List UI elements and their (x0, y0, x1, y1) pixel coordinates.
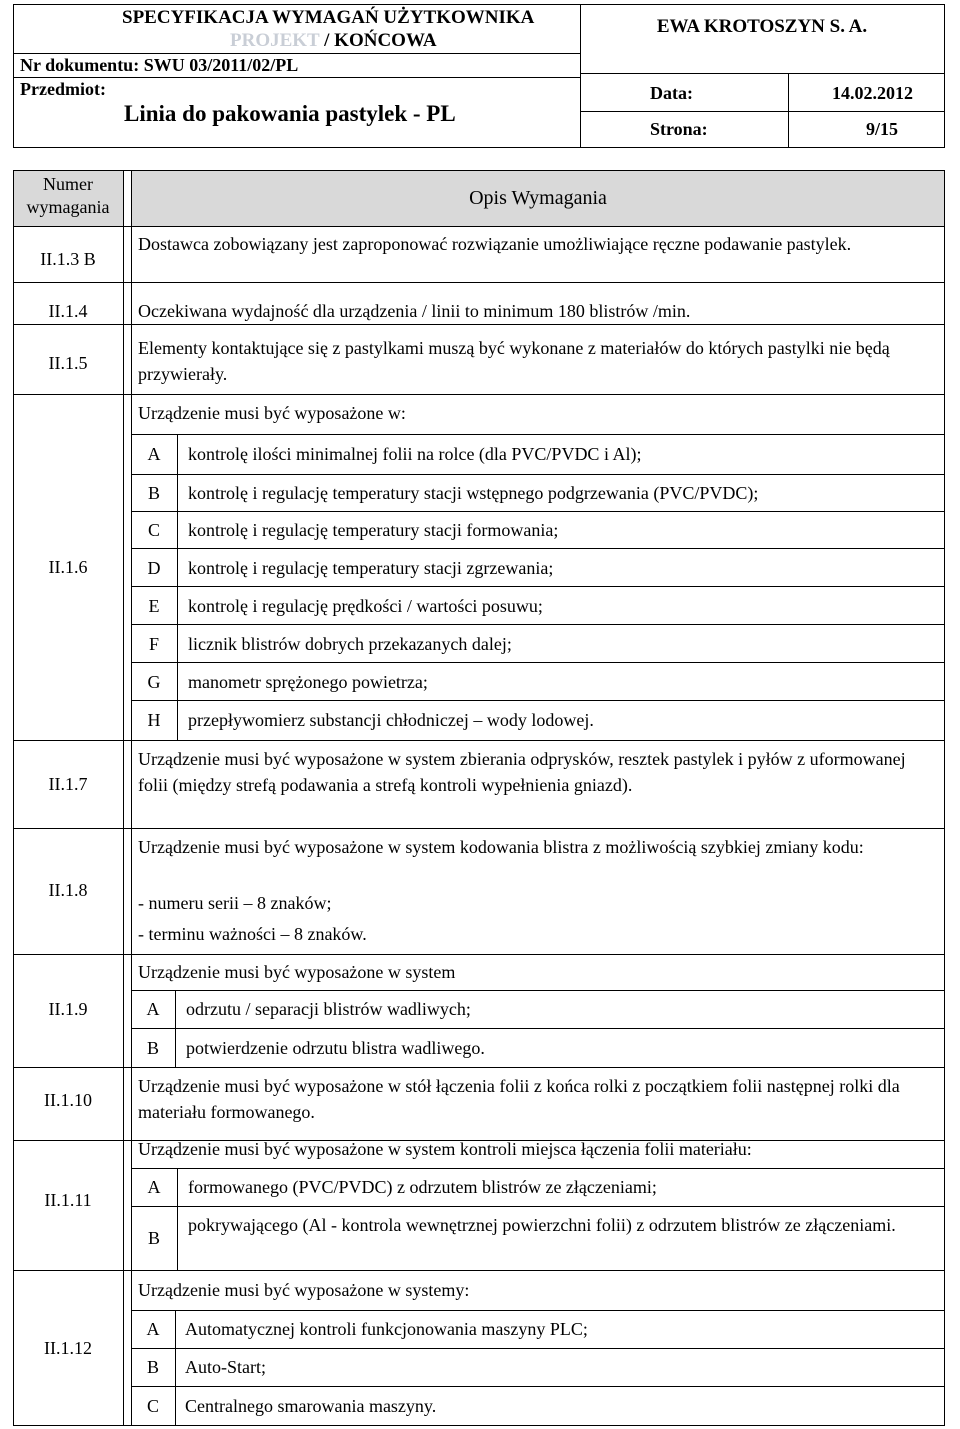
sub-divider (131, 434, 945, 435)
sub-divider (131, 990, 945, 991)
item-letter: A (146, 1319, 160, 1339)
requirements-table (13, 170, 945, 1426)
requirement-number: II.1.8 (48, 880, 88, 900)
divider (580, 111, 944, 112)
item-letter: A (146, 999, 160, 1019)
sub-divider (177, 1168, 178, 1270)
item-letter: A (147, 1177, 161, 1197)
requirement-number: II.1.10 (44, 1090, 92, 1110)
divider (580, 73, 944, 74)
item-text: kontrolę i regulację temperatury stacji wstępnego podgrzewania (PVC/PVDC); (188, 483, 759, 503)
item-text: przepływomierz substancji chłodniczej – wody lodowej. (188, 710, 594, 730)
requirement-intro: Urządzenie musi być wyposażone w: (138, 403, 406, 423)
header-right (580, 5, 944, 147)
item-text: Centralnego smarowania maszyny. (185, 1396, 437, 1416)
sub-divider (131, 662, 945, 663)
item-letter: D (147, 558, 161, 578)
item-letter: C (146, 1396, 159, 1416)
item-text: pokrywającego (Al - kontrola wewnętrznej powierzchni folii) z odrzutem blistrów ze złączeniami. (188, 1215, 896, 1235)
requirement-line: - terminu ważności – 8 znaków. (138, 924, 367, 944)
item-text: formowanego (PVC/PVDC) z odrzutem blistrów ze złączeniami; (188, 1177, 657, 1197)
requirement-text: Dostawca zobowiązany jest zaproponować rozwiązanie umożliwiające ręczne podawanie pastylek. (138, 234, 852, 254)
sub-divider (131, 1348, 945, 1349)
row-divider (13, 282, 945, 283)
border (123, 170, 124, 1426)
header-left (14, 5, 581, 147)
document-header (13, 4, 945, 148)
item-text: manometr sprężonego powietrza; (188, 672, 428, 692)
divider (14, 77, 580, 78)
item-letter: H (147, 710, 161, 730)
sub-divider (175, 990, 176, 1067)
item-letter: A (147, 444, 161, 464)
page-label: Strona: (650, 119, 708, 139)
sub-divider (175, 1310, 176, 1426)
row-divider (13, 324, 945, 325)
divider (788, 73, 789, 147)
sub-divider (131, 586, 945, 587)
requirement-number: II.1.3 B (40, 249, 96, 269)
item-text: kontrolę i regulację prędkości / wartości posuwu; (188, 596, 543, 616)
requirement-number: II.1.12 (44, 1338, 92, 1358)
requirement-number: II.1.5 (48, 353, 88, 373)
item-letter: B (147, 1228, 160, 1248)
item-text: kontrolę i regulację temperatury stacji formowania; (188, 520, 559, 540)
requirement-number: II.1.6 (48, 557, 88, 577)
sub-divider (131, 1310, 945, 1311)
item-text: licznik blistrów dobrych przekazanych dalej; (188, 634, 512, 654)
border (13, 226, 945, 227)
sub-divider (177, 434, 178, 740)
sub-divider (131, 511, 945, 512)
sub-divider (131, 1386, 945, 1387)
border (13, 1425, 945, 1426)
row-divider (13, 1270, 945, 1271)
requirement-intro: Urządzenie musi być wyposażone w systemy: (138, 1280, 470, 1300)
document-number: Nr dokumentu: SWU 03/2011/02/PL (20, 55, 299, 75)
item-letter: F (148, 634, 159, 654)
row-divider (13, 394, 945, 395)
requirement-text: Urządzenie musi być wyposażone w system zbierania odprysków, resztek pastylek i pyłów z uformowanej folii (między strefą podawania a strefą kontroli wypełnienia gniazd). (138, 749, 906, 795)
sub-divider (131, 1206, 945, 1207)
status-final: / KOŃCOWA (319, 30, 437, 51)
requirement-number: II.1.9 (48, 999, 88, 1019)
item-text: Automatycznej kontroli funkcjonowania maszyny PLC; (185, 1319, 588, 1339)
divider (14, 53, 580, 54)
item-text: Auto-Start; (185, 1357, 266, 1377)
document-status (230, 30, 437, 52)
border (944, 170, 945, 1426)
column-header-description: Opis Wymagania (469, 187, 607, 209)
subject-title: Linia do pakowania pastylek - PL (124, 101, 456, 126)
requirement-intro: Urządzenie musi być wyposażone w system kontroli miejsca łączenia folii materiału: (138, 1139, 752, 1159)
border (13, 170, 945, 171)
requirement-text: Elementy kontaktujące się z pastylkami muszą być wykonane z materiałów do których pastylki nie będą przywierały. (138, 338, 890, 384)
sub-divider (131, 1168, 945, 1169)
item-text: kontrolę i regulację temperatury stacji zgrzewania; (188, 558, 554, 578)
sub-divider (131, 1028, 945, 1029)
requirement-text: Oczekiwana wydajność dla urządzenia / linii to minimum 180 blistrów /min. (138, 301, 691, 321)
requirement-line: - numeru serii – 8 znaków; (138, 893, 332, 913)
requirement-text: Urządzenie musi być wyposażone w system kodowania blistra z możliwością szybkiej zmiany kodu: (138, 837, 864, 857)
item-letter: G (147, 672, 161, 692)
item-text: odrzutu / separacji blistrów wadliwych; (186, 999, 471, 1019)
item-letter: C (147, 520, 160, 540)
company-name: EWA KROTOSZYN S. A. (656, 16, 868, 37)
item-letter: E (148, 596, 160, 616)
row-divider (13, 954, 945, 955)
date-label: Data: (650, 83, 693, 103)
requirement-number: II.1.4 (48, 301, 88, 321)
row-divider (13, 828, 945, 829)
date-value: 14.02.2012 (832, 83, 913, 103)
item-letter: B (147, 483, 160, 503)
page-number: 9/15 (866, 119, 899, 139)
row-divider (13, 740, 945, 741)
sub-divider (131, 474, 945, 475)
column-header-number: Numer wymagania (26, 174, 110, 217)
sub-divider (131, 548, 945, 549)
item-text: potwierdzenie odrzutu blistra wadliwego. (186, 1038, 485, 1058)
row-divider (13, 1067, 945, 1068)
requirement-intro: Urządzenie musi być wyposażone w system (138, 962, 456, 982)
subject-label: Przedmiot: (20, 79, 106, 99)
status-project: PROJEKT (230, 30, 320, 51)
item-letter: B (146, 1357, 159, 1377)
document-type: SPECYFIKACJA WYMAGAŃ UŻYTKOWNIKA (122, 7, 535, 28)
sub-divider (131, 624, 945, 625)
item-letter: B (146, 1038, 159, 1058)
sub-divider (131, 700, 945, 701)
requirement-number: II.1.11 (44, 1190, 92, 1210)
requirement-number: II.1.7 (48, 774, 88, 794)
requirement-text: Urządzenie musi być wyposażone w stół łączenia folii z końca rolki z początkiem folii następnej rolki dla materiału formowanego. (138, 1076, 900, 1122)
item-text: kontrolę ilości minimalnej folii na rolce (dla PVC/PVDC i Al); (188, 444, 642, 464)
